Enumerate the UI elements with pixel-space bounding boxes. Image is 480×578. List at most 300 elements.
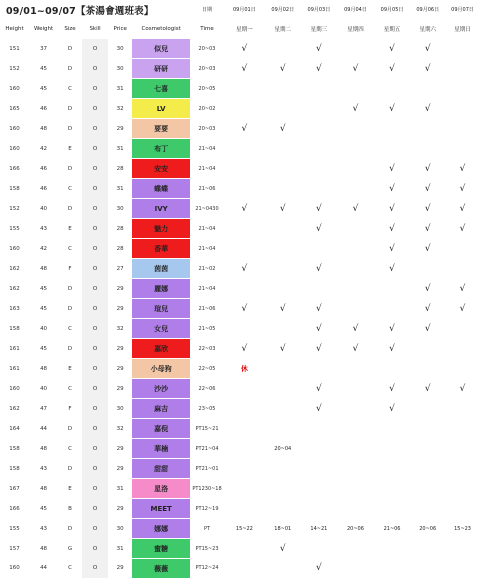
day-cell [265,159,301,179]
day-cell [337,39,374,59]
price-cell: 29 [108,559,132,578]
day-cell [410,259,445,279]
table-row [0,319,480,339]
column-header: Price [108,19,132,39]
day-cell: √ [301,259,338,279]
day-cell: 20~04 [265,439,301,459]
time-cell: 21~05 [190,319,224,339]
day-cell [265,479,301,499]
height-cell: 161 [0,339,29,359]
height-cell: 160 [0,79,29,99]
weight-cell: 44 [29,419,58,439]
weight-cell: 43 [29,459,58,479]
table-row [0,559,480,578]
day-cell [337,279,374,299]
day-cell [410,79,445,99]
price-cell: 30 [108,519,132,539]
day-cell [265,239,301,259]
column-header: Weight [29,19,58,39]
column-header: Height [0,19,29,39]
time-cell: 20~03 [190,39,224,59]
height-cell: 157 [0,539,29,559]
skill-cell: O [82,299,108,319]
day-cell: √ [374,319,411,339]
table-row [0,419,480,439]
price-cell: 29 [108,119,132,139]
time-cell: 22~03 [190,339,224,359]
day-cell [410,499,445,519]
day-cell [301,359,338,379]
weight-cell: 45 [29,59,58,79]
skill-cell: O [82,119,108,139]
height-cell: 160 [0,379,29,399]
table-row [0,179,480,199]
day-cell [410,119,445,139]
price-cell: 30 [108,399,132,419]
size-cell: C [58,439,82,459]
day-cell: √ [301,339,338,359]
cosmetologist-name: LV [132,99,190,119]
day-cell [265,39,301,59]
day-cell [337,479,374,499]
height-cell: 151 [0,39,29,59]
height-cell: 160 [0,139,29,159]
cosmetologist-name: 小母狗 [132,359,190,379]
day-cell: √ [265,299,301,319]
day-cell [337,379,374,399]
size-cell: D [58,339,82,359]
weight-cell: 40 [29,319,58,339]
time-cell: PT1230~18 [190,479,224,499]
height-cell: 152 [0,59,29,79]
day-cell [224,139,265,159]
cosmetologist-name: 嘉欣 [132,339,190,359]
day-cell [374,479,411,499]
size-cell: E [58,359,82,379]
day-cell: √ [445,179,480,199]
day-cell [374,299,411,319]
day-cell: 14~21 [301,519,338,539]
day-cell: √ [374,59,411,79]
weekday-header: 星期五 [374,19,411,39]
weight-cell: 46 [29,179,58,199]
height-cell: 162 [0,259,29,279]
price-cell: 32 [108,319,132,339]
size-cell: E [58,219,82,239]
day-cell: √ [224,339,265,359]
day-cell: √ [301,319,338,339]
day-cell [410,339,445,359]
size-cell: C [58,179,82,199]
table-row [0,79,480,99]
day-cell: √ [337,319,374,339]
size-cell: D [58,299,82,319]
day-cell: √ [301,399,338,419]
price-cell: 31 [108,479,132,499]
day-cell [337,499,374,519]
day-cell: √ [410,179,445,199]
height-cell: 158 [0,459,29,479]
day-cell [410,139,445,159]
table-row [0,279,480,299]
column-header: Skill [82,19,108,39]
weight-cell: 48 [29,119,58,139]
date-header: 09月04日 [337,0,374,19]
size-cell: D [58,419,82,439]
price-cell: 29 [108,299,132,319]
weight-cell: 45 [29,279,58,299]
day-cell [265,459,301,479]
weekday-header: 星期四 [337,19,374,39]
height-cell: 160 [0,559,29,578]
height-cell: 165 [0,99,29,119]
day-cell [337,359,374,379]
table-row [0,159,480,179]
day-cell [374,119,411,139]
day-cell [445,39,480,59]
time-cell: 21~02 [190,259,224,279]
weight-cell: 47 [29,399,58,419]
day-cell: √ [410,219,445,239]
cosmetologist-name: 娜娜 [132,519,190,539]
table-row [0,439,480,459]
day-cell [224,79,265,99]
weight-cell: 45 [29,79,58,99]
day-cell [374,359,411,379]
weight-cell: 37 [29,39,58,59]
day-cell: √ [445,159,480,179]
time-cell: PT [190,519,224,539]
size-cell: G [58,539,82,559]
weekday-header: 星期一 [224,19,265,39]
skill-cell: O [82,219,108,239]
time-cell: 21~04 [190,139,224,159]
height-cell: 161 [0,359,29,379]
time-cell: PT15~21 [190,419,224,439]
price-cell: 27 [108,259,132,279]
table-row [0,119,480,139]
cosmetologist-name: 麗娜 [132,279,190,299]
day-cell [410,539,445,559]
table-row [0,299,480,319]
day-cell [337,119,374,139]
time-cell: 20~02 [190,99,224,119]
time-cell: 22~05 [190,359,224,379]
day-cell [265,559,301,578]
day-cell [301,239,338,259]
day-cell [337,219,374,239]
day-cell [337,399,374,419]
height-cell: 155 [0,519,29,539]
table-row [0,239,480,259]
day-cell [445,259,480,279]
day-cell [224,439,265,459]
price-cell: 28 [108,219,132,239]
day-cell [265,219,301,239]
weight-cell: 42 [29,139,58,159]
price-cell: 28 [108,239,132,259]
day-cell [301,459,338,479]
size-cell: D [58,159,82,179]
day-cell [224,559,265,578]
time-cell: PT12~19 [190,499,224,519]
table-row [0,259,480,279]
time-cell: PT12~24 [190,559,224,578]
day-cell [301,539,338,559]
height-cell: 158 [0,319,29,339]
day-cell [265,419,301,439]
size-cell: D [58,119,82,139]
day-cell: √ [374,259,411,279]
size-cell: D [58,199,82,219]
day-cell: √ [410,319,445,339]
skill-cell: O [82,259,108,279]
day-cell [337,439,374,459]
time-cell: 21~06 [190,179,224,199]
day-cell [265,379,301,399]
cosmetologist-name: 麻吉 [132,399,190,419]
height-cell: 164 [0,419,29,439]
day-cell: 20~06 [410,519,445,539]
day-cell: √ [265,199,301,219]
size-cell: D [58,39,82,59]
day-cell [337,419,374,439]
weight-cell: 48 [29,439,58,459]
day-cell [337,559,374,578]
day-cell: √ [410,299,445,319]
day-cell [374,439,411,459]
day-cell: √ [374,99,411,119]
day-cell [445,239,480,259]
day-cell [224,279,265,299]
size-cell: C [58,79,82,99]
day-cell [224,499,265,519]
day-cell [301,99,338,119]
day-cell: 15~22 [224,519,265,539]
cosmetologist-name: MEET [132,499,190,519]
day-cell [224,159,265,179]
day-cell [265,79,301,99]
cosmetologist-name: 香華 [132,239,190,259]
height-cell: 163 [0,299,29,319]
day-cell [224,219,265,239]
weight-cell: 44 [29,559,58,578]
day-cell [224,379,265,399]
cosmetologist-name: 布丁 [132,139,190,159]
day-cell: √ [445,219,480,239]
weight-cell: 48 [29,539,58,559]
skill-cell: O [82,179,108,199]
cosmetologist-name: 要要 [132,119,190,139]
day-cell: √ [410,239,445,259]
skill-cell: O [82,419,108,439]
date-header: 09月03日 [301,0,338,19]
day-cell [301,179,338,199]
height-cell: 160 [0,239,29,259]
time-cell: PT15~23 [190,539,224,559]
cosmetologist-name: IVY [132,199,190,219]
day-cell [337,159,374,179]
day-cell [374,459,411,479]
height-cell: 158 [0,439,29,459]
day-cell [445,359,480,379]
height-cell: 162 [0,279,29,299]
cosmetologist-name: 華楠 [132,439,190,459]
table-row [0,519,480,539]
day-cell: √ [337,339,374,359]
table-row [0,499,480,519]
day-cell: √ [224,59,265,79]
table-row [0,219,480,239]
day-cell [224,319,265,339]
size-cell: B [58,499,82,519]
table-row [0,459,480,479]
day-cell [337,79,374,99]
time-cell: 21~04 [190,239,224,259]
day-cell [224,399,265,419]
day-cell [374,279,411,299]
table-row [0,399,480,419]
skill-cell: O [82,379,108,399]
cosmetologist-name: 安安 [132,159,190,179]
weight-cell: 48 [29,259,58,279]
day-cell: √ [374,39,411,59]
cosmetologist-name: 蜜糖 [132,539,190,559]
day-cell [337,139,374,159]
weight-cell: 46 [29,99,58,119]
day-cell [337,239,374,259]
day-cell [265,319,301,339]
date-header: 09月01日 [224,0,265,19]
skill-cell: O [82,279,108,299]
day-cell [445,559,480,578]
weekday-header: 星期三 [301,19,338,39]
day-cell [337,259,374,279]
day-cell [301,479,338,499]
table-row [0,359,480,379]
skill-cell: O [82,139,108,159]
day-cell: √ [224,119,265,139]
day-cell: 20~06 [337,519,374,539]
height-cell: 162 [0,399,29,419]
day-cell: √ [301,379,338,399]
day-cell: √ [410,159,445,179]
height-cell: 166 [0,499,29,519]
price-cell: 29 [108,279,132,299]
day-cell [445,79,480,99]
day-cell: √ [374,379,411,399]
day-cell [374,499,411,519]
table-row [0,99,480,119]
skill-cell: O [82,559,108,578]
day-cell [445,539,480,559]
day-cell [410,559,445,578]
time-cell: 21~0430 [190,199,224,219]
day-cell [410,439,445,459]
price-cell: 32 [108,99,132,119]
day-cell [445,99,480,119]
weight-cell: 40 [29,199,58,219]
column-header: Time [190,19,224,39]
day-cell [445,499,480,519]
weight-cell: 48 [29,359,58,379]
day-cell [301,159,338,179]
cosmetologist-name: 似兒 [132,39,190,59]
time-cell: PT21~01 [190,459,224,479]
day-cell: √ [224,199,265,219]
size-cell: D [58,279,82,299]
cosmetologist-name: 星洛 [132,479,190,499]
day-cell: √ [337,59,374,79]
cosmetologist-name: 魅力 [132,219,190,239]
date-label: 日期 [190,0,224,19]
day-cell: 18~01 [265,519,301,539]
skill-cell: O [82,199,108,219]
day-cell: 休 [224,359,265,379]
date-header: 09月07日 [445,0,480,19]
skill-cell: O [82,39,108,59]
skill-cell: O [82,59,108,79]
weight-cell: 45 [29,339,58,359]
skill-cell: O [82,479,108,499]
weight-cell: 43 [29,219,58,239]
day-cell [374,139,411,159]
date-header: 09月06日 [410,0,445,19]
cosmetologist-name: 茵茵 [132,259,190,279]
table-row [0,139,480,159]
day-cell [337,179,374,199]
day-cell: √ [301,299,338,319]
price-cell: 29 [108,339,132,359]
weekday-header: 星期六 [410,19,445,39]
day-cell [301,279,338,299]
day-cell [224,539,265,559]
day-cell [224,479,265,499]
day-cell [265,279,301,299]
cosmetologist-name: 薇薇 [132,559,190,578]
day-cell [265,179,301,199]
time-cell: 21~04 [190,279,224,299]
size-cell: D [58,519,82,539]
price-cell: 32 [108,419,132,439]
weight-cell: 48 [29,479,58,499]
price-cell: 29 [108,459,132,479]
size-cell: E [58,139,82,159]
day-cell [445,479,480,499]
size-cell: F [58,259,82,279]
day-cell: √ [265,539,301,559]
size-cell: C [58,559,82,578]
height-cell: 152 [0,199,29,219]
date-header: 09月05日 [374,0,411,19]
day-cell: √ [301,39,338,59]
day-cell [265,499,301,519]
day-cell [224,459,265,479]
day-cell: √ [374,399,411,419]
day-cell: √ [265,59,301,79]
table-row [0,199,480,219]
day-cell [301,499,338,519]
day-cell [374,79,411,99]
price-cell: 31 [108,539,132,559]
day-cell: √ [374,339,411,359]
cosmetologist-name: 嘉倪 [132,419,190,439]
day-cell [410,359,445,379]
cosmetologist-name: 七喜 [132,79,190,99]
size-cell: F [58,399,82,419]
date-header: 09月02日 [265,0,301,19]
cosmetologist-name: 沙沙 [132,379,190,399]
